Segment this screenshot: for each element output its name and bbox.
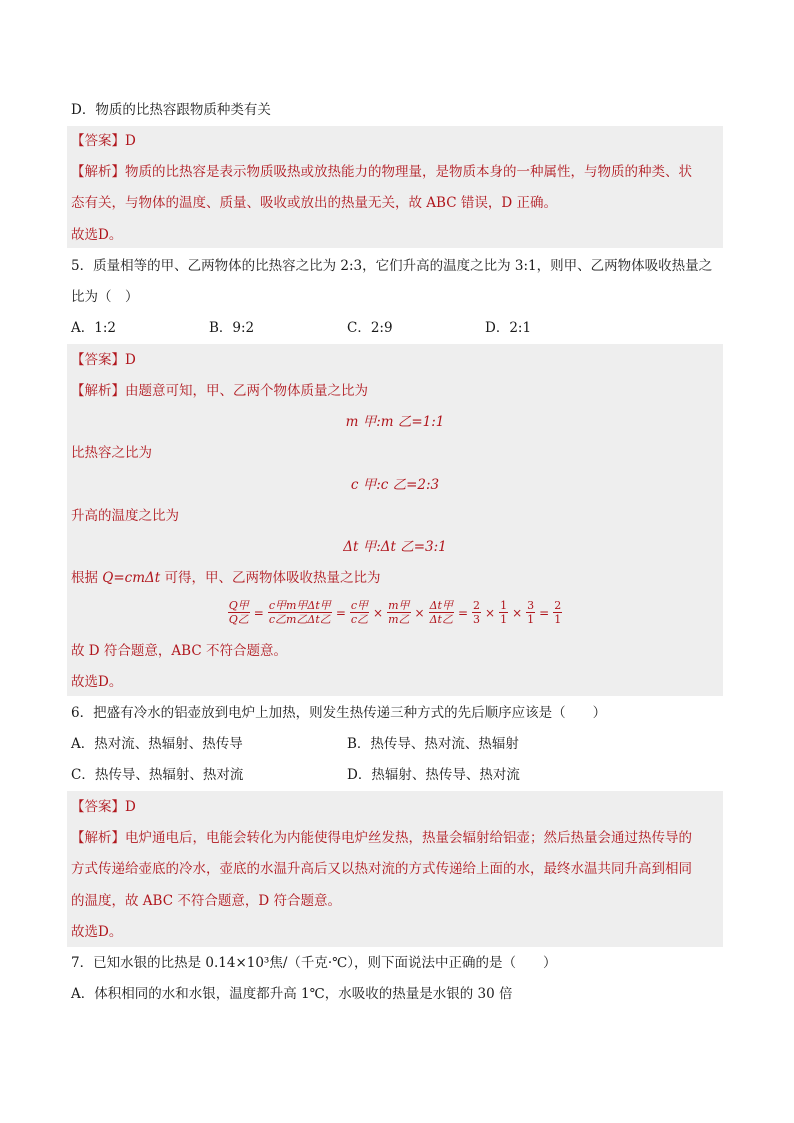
fraction-cmdt <box>268 599 332 626</box>
q6-analysis-line3: 的温度，故 ABC 不符合题意，D 符合题意。 <box>71 893 341 909</box>
denominator: 3 <box>473 613 481 626</box>
fraction-2-3 <box>472 599 481 626</box>
formula-lead-prefix: 根据 <box>71 570 103 586</box>
denominator: 1 <box>500 613 508 626</box>
q5-answer <box>71 350 136 370</box>
numerator: c甲m甲Δt甲 <box>268 599 331 612</box>
fraction-dt <box>429 599 454 626</box>
q5-stem-line2: 比为（ ） <box>71 289 139 305</box>
q5-stem-line1: 5．质量相等的甲、乙两物体的比热容之比为 2:3，它们升高的温度之比为 3:1，则甲、乙两物体吸收热量之 <box>71 258 713 274</box>
numerator: 2 <box>473 599 481 612</box>
fraction-2-1 <box>553 599 562 626</box>
fraction-c <box>350 599 369 626</box>
q4-analysis-line2: 态有关，与物体的温度、质量、吸收或放出的热量无关，故 ABC 错误，D 正确。 <box>71 195 557 211</box>
q6-option-c: C．热传导、热辐射、热对流 <box>71 767 244 783</box>
q5-option-a: A．1:2 <box>71 320 116 336</box>
answer-value: D <box>125 133 136 149</box>
fraction-m <box>387 599 410 626</box>
equals-sign: = <box>539 605 550 620</box>
equals-sign: = <box>457 605 469 620</box>
q7-stem: 7．已知水银的比热是 0.14×10³焦/（千克·℃），则下面说法中正确的是（ ） <box>71 955 557 971</box>
denominator: Q乙 <box>228 613 249 626</box>
q7-option-a: A．体积相同的水和水银，温度都升高 1℃，水吸收的热量是水银的 30 倍 <box>71 986 513 1002</box>
temp-label: 升高的温度之比为 <box>71 508 179 524</box>
times-sign: × <box>373 605 384 620</box>
equals-sign: = <box>253 605 264 620</box>
q4-option-d: D．物质的比热容跟物质种类有关 <box>71 102 271 118</box>
q5-option-d: D．2:1 <box>485 320 532 336</box>
answer-value: D <box>125 352 136 368</box>
fraction-3-1 <box>526 599 535 626</box>
analysis-tag: 【解析】 <box>71 383 125 399</box>
numerator: Q甲 <box>228 599 249 612</box>
analysis-text: 物质的比热容是表示物质吸热或放热能力的物理量，是物质本身的一种属性，与物质的种类、状 <box>125 164 692 180</box>
numerator: 1 <box>500 599 508 612</box>
times-sign: × <box>414 605 425 620</box>
q6-option-a: A．热对流、热辐射、热传导 <box>71 736 243 752</box>
q5-judgement: 故 D 符合题意，ABC 不符合题意。 <box>71 643 287 659</box>
analysis-tag: 【解析】 <box>71 830 125 846</box>
numerator: c甲 <box>350 599 369 612</box>
ratio-formula <box>67 594 723 631</box>
q4-conclusion: 故选D。 <box>71 227 123 243</box>
analysis-text: 由题意可知，甲、乙两个物体质量之比为 <box>125 383 368 399</box>
denominator: 1 <box>527 613 535 626</box>
denominator: c乙m乙Δt乙 <box>268 613 331 626</box>
q6-option-d: D．热辐射、热传导、热对流 <box>347 767 520 783</box>
numerator: 2 <box>554 599 562 612</box>
formula-dt-ratio: Δt 甲:Δt 乙=3:1 <box>343 539 447 555</box>
times-sign: × <box>485 605 496 620</box>
denominator: c乙 <box>350 613 369 626</box>
answer-tag: 【答案】 <box>71 799 125 815</box>
numerator: Δt甲 <box>429 599 453 612</box>
q5-option-b: B．9:2 <box>209 320 255 336</box>
formula-mass-ratio: m 甲:m 乙=1:1 <box>345 414 445 430</box>
q6-analysis-line1 <box>71 828 692 848</box>
denominator: Δt乙 <box>429 613 453 626</box>
q6-answer <box>71 797 136 817</box>
answer-tag: 【答案】 <box>71 133 125 149</box>
q5-option-c: C．2:9 <box>347 320 393 336</box>
denominator: m乙 <box>388 613 410 626</box>
fraction-q <box>228 599 250 626</box>
q5-analysis-intro <box>71 381 368 401</box>
q6-conclusion: 故选D。 <box>71 924 123 940</box>
q6-analysis-line2: 方式传递给壶底的冷水，壶底的水温升高后又以热对流的方式传递给上面的水，最终水温共同升高到相同 <box>71 861 692 877</box>
formula-c-ratio: c 甲:c 乙=2:3 <box>350 477 440 493</box>
analysis-tag: 【解析】 <box>71 164 125 180</box>
q6-option-b: B．热传导、热对流、热辐射 <box>347 736 519 752</box>
heat-capacity-label: 比热容之比为 <box>71 445 152 461</box>
times-sign: × <box>512 605 523 620</box>
formula-lead-suffix: 可得，甲、乙两物体吸收热量之比为 <box>160 570 381 586</box>
answer-value: D <box>125 799 136 815</box>
q4-analysis-line1 <box>71 162 692 182</box>
numerator: 3 <box>527 599 535 612</box>
answer-tag: 【答案】 <box>71 352 125 368</box>
numerator: m甲 <box>388 599 410 612</box>
analysis-text: 电炉通电后，电能会转化为内能使得电炉丝发热，热量会辐射给铝壶；然后热量会通过热传导的 <box>125 830 692 846</box>
q4-answer-block <box>67 126 723 248</box>
q6-stem: 6．把盛有冷水的铝壶放到电炉上加热，则发生热传递三种方式的先后顺序应该是（ ） <box>71 705 607 721</box>
equals-sign: = <box>335 605 346 620</box>
denominator: 1 <box>554 613 562 626</box>
fraction-1-1 <box>499 599 508 626</box>
q4-answer <box>71 131 136 151</box>
q5-conclusion: 故选D。 <box>71 674 123 690</box>
formula-q-cm-dt: Q=cmΔt <box>102 570 161 586</box>
formula-lead <box>71 568 381 588</box>
